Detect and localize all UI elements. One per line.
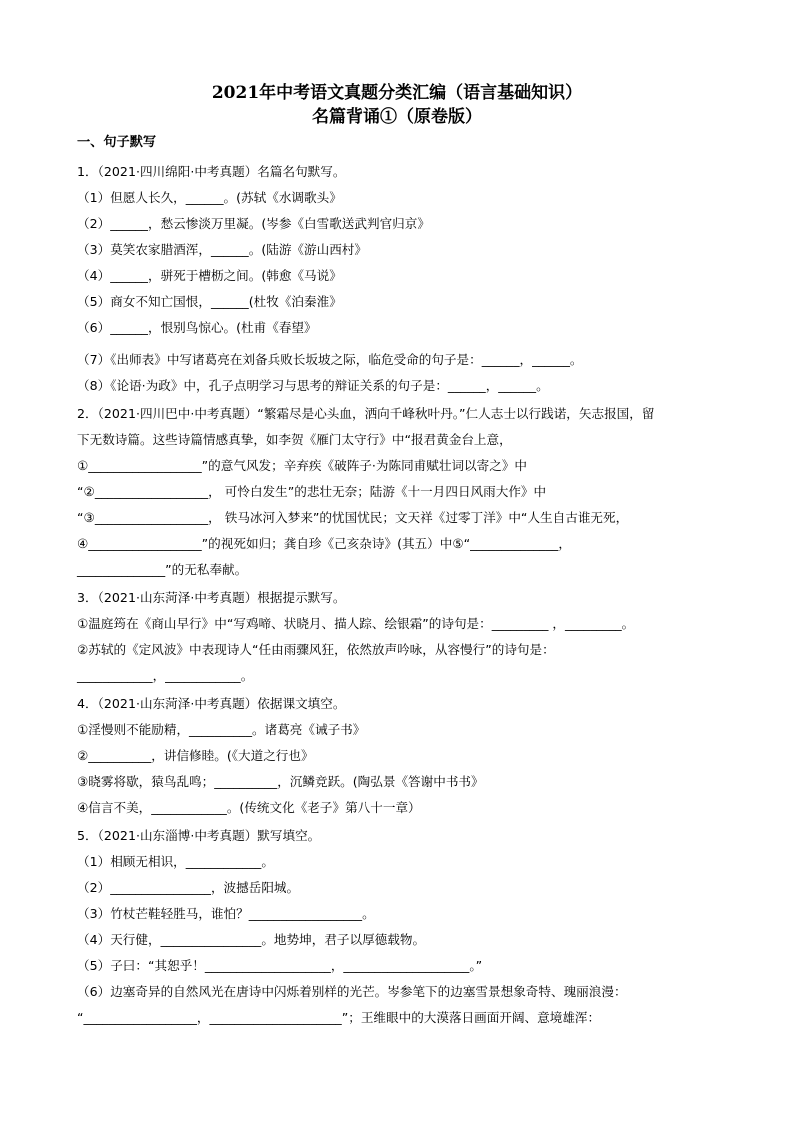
- question-3-item-1: ①温庭筠在《商山早行》中“写鸡啼、状晓月、描人踪、绘银霜”的诗句是：_________ ，_________。: [77, 616, 635, 631]
- question-2-line-7: ______________”的无私奉献。: [77, 562, 248, 577]
- document-subtitle: 名篇背诵①（原卷版）: [312, 107, 482, 127]
- question-1-item-8: （8）《论语·为政》中，孔子点明学习与思考的辩证关系的句子是：______，______。: [77, 378, 549, 393]
- question-4-item-1: ①淫慢则不能励精，__________。诸葛亮《诫子书》: [77, 722, 366, 737]
- question-5-item-6: （6）边塞奇异的自然风光在唐诗中闪烁着别样的光芒。岑参笔下的边塞雪景想象奇特、瑰丽浪漫：: [77, 984, 627, 999]
- question-5-item-4: （4）天行健，________________。地势坤，君子以厚德载物。: [77, 932, 426, 947]
- question-1-stem: 1．（2021·四川绵阳·中考真题）名篇名句默写。: [77, 164, 346, 179]
- question-4-item-4: ④信言不美，____________。(传统文化《老子》第八十一章）: [77, 800, 421, 815]
- question-1-item-4: （4）______，骈死于槽枥之间。(韩愈《马说》: [77, 268, 342, 283]
- question-1-item-6: （6）______，恨别鸟惊心。(杜甫《春望》: [77, 320, 317, 335]
- question-5-item-1: （1）相顾无相识，____________。: [77, 854, 274, 869]
- question-2-line-5: “③__________________， 铁马冰河入梦来”的忧国忧民；文天祥《过零丁洋》中“人生自古谁无死，: [77, 510, 629, 525]
- document-title: 2021年中考语文真题分类汇编（语言基础知识）: [211, 83, 583, 103]
- question-3-item-2: ②苏轼的《定风波》中表现诗人“任由雨骤风狂，依然放声吟咏，从容慢行”的诗句是：: [77, 642, 555, 657]
- question-2-stem: 2．（2021·四川巴中·中考真题）“繁霜尽是心头血，洒向千峰秋叶丹。”仁人志士以行践诺，矢志报国，留: [77, 406, 655, 421]
- question-5-item-3: （3）竹杖芒鞋轻胜马，谁怕？__________________。: [77, 906, 375, 921]
- question-4-item-3: ③晓雾将歇，猿鸟乱鸣；__________，沉鳞竞跃。(陶弘景《答谢中书书》: [77, 774, 484, 789]
- question-1-item-5: （5）商女不知亡国恨，______(杜牧《泊秦淮》: [77, 294, 342, 309]
- question-1-item-7: （7）《出师表》中写诸葛亮在刘备兵败长坂坡之际，临危受命的句子是：______，______。: [77, 352, 583, 367]
- question-4-stem: 4．（2021·山东菏泽·中考真题）依据课文填空。: [77, 696, 346, 711]
- question-5-stem: 5．（2021·山东淄博·中考真题）默写填空。: [77, 828, 321, 843]
- question-2-line-4: “②__________________， 可怜白发生”的悲壮无奈；陆游《十一月四日风雨大作》中: [77, 484, 547, 499]
- section-heading: 一、句子默写: [77, 135, 157, 150]
- question-2-line-3: ①__________________”的意气风发；辛弃疾《破阵子·为陈同甫赋壮词以寄之》中: [77, 458, 528, 473]
- question-5-item-5: （5）子曰：“其恕乎！____________________，____________________。”: [77, 958, 483, 973]
- question-3-item-2-blanks: ____________，____________。: [77, 668, 254, 683]
- question-3-stem: 3．（2021·山东菏泽·中考真题）根据提示默写。: [77, 590, 346, 605]
- question-5-item-6-continued: “__________________，_____________________”；王维眼中的大漠落日画面开阔、意境雄浑：: [77, 1010, 601, 1025]
- question-1-item-3: （3）莫笑农家腊酒浑，______。(陆游《游山西村》: [77, 242, 367, 257]
- question-5-item-2: （2）________________，波撼岳阳城。: [77, 880, 300, 895]
- question-2-line-2: 下无数诗篇。这些诗篇情感真挚，如李贺《雁门太守行》中“报君黄金台上意，: [77, 432, 512, 447]
- question-2-line-6: ④__________________”的视死如归；龚自珍《己亥杂诗》(其五）中⑤“______________，: [77, 536, 571, 551]
- question-1-item-1: （1）但愿人长久，______。(苏轼《水调歌头》: [77, 190, 342, 205]
- question-1-item-2: （2）______，愁云惨淡万里凝。(岑参《白雪歌送武判官归京》: [77, 216, 430, 231]
- question-4-item-2: ②__________，讲信修睦。(《大道之行也》: [77, 748, 314, 763]
